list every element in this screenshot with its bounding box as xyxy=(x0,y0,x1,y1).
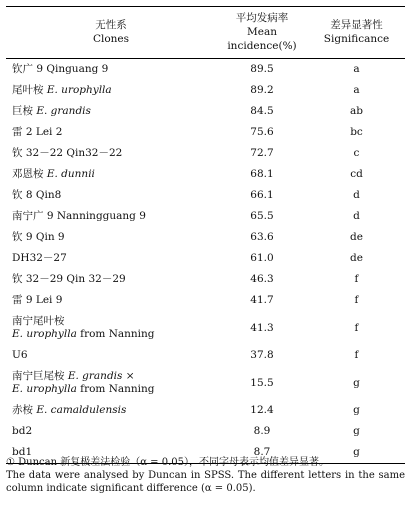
significance-cell: cd xyxy=(350,168,363,180)
table-row xyxy=(6,122,405,143)
clone-name-cell xyxy=(6,366,216,400)
mean-incidence-cell: 89.2 xyxy=(250,84,274,96)
table-row xyxy=(6,185,405,206)
table-row xyxy=(6,421,405,442)
clone-name-line: bd1 xyxy=(12,446,33,458)
clone-name-cell xyxy=(6,164,216,185)
mean-incidence-cell: 89.5 xyxy=(250,63,274,75)
clone-name-line: 南宁广 9 Nanningguang 9 xyxy=(12,210,146,222)
table-row xyxy=(6,269,405,290)
clone-name-line: 钦 32－29 Qin 32－29 xyxy=(12,273,126,285)
mean-incidence-cell: 41.3 xyxy=(250,321,274,334)
table-row xyxy=(6,101,405,122)
significance-cell: bc xyxy=(350,126,363,138)
clone-name-line: 钦广 9 Qinguang 9 xyxy=(12,63,109,75)
incidence-table xyxy=(6,6,405,464)
significance-cell: f xyxy=(354,321,359,334)
table-body xyxy=(6,59,405,464)
clone-name-line: 雷 9 Lei 9 xyxy=(12,294,63,306)
mean-incidence-cell: 72.7 xyxy=(250,147,274,159)
table-row xyxy=(6,345,405,366)
clone-name-line: U6 xyxy=(12,349,28,361)
clones-header xyxy=(6,7,216,59)
significance-cell: g xyxy=(353,446,360,458)
mean-incidence-cell: 63.6 xyxy=(250,231,274,243)
table-row xyxy=(6,366,405,400)
table-row xyxy=(6,290,405,311)
significance-cell: f xyxy=(354,273,359,285)
incidence-header-en1: Mean xyxy=(247,26,277,38)
significance-cell: de xyxy=(350,252,363,264)
significance-cell: ab xyxy=(350,105,363,117)
clone-name-line: 赤桉 E. camaldulensis xyxy=(12,404,127,416)
significance-cell: f xyxy=(354,349,359,361)
clone-name-line: 钦 9 Qin 9 xyxy=(12,231,65,243)
clone-name-cell xyxy=(6,269,216,290)
clone-name-cell xyxy=(6,80,216,101)
clones-header-en: Clones xyxy=(92,33,130,45)
clone-name-line: E. urophylla from Nanning xyxy=(12,328,155,340)
mean-incidence-cell: 37.8 xyxy=(250,349,274,361)
clone-name-cell xyxy=(6,185,216,206)
table-footnote xyxy=(6,456,405,495)
clone-name-cell xyxy=(6,311,216,345)
incidence-header xyxy=(216,7,308,59)
clone-name-cell xyxy=(6,143,216,164)
significance-cell: f xyxy=(354,294,359,306)
significance-cell: de xyxy=(350,231,363,243)
significance-cell: d xyxy=(353,210,360,222)
table-row xyxy=(6,206,405,227)
clone-name-line: 钦 8 Qin8 xyxy=(12,189,62,201)
mean-incidence-cell: 65.5 xyxy=(250,210,274,222)
clone-name-line: 南宁尾叶桉 xyxy=(12,315,65,327)
mean-incidence-cell: 12.4 xyxy=(250,404,274,416)
clone-name-cell xyxy=(6,400,216,421)
footnote-en: The data were analysed by Duncan in SPSS. The different letters in the same column indicate significant difference (α = 0.05). xyxy=(6,470,405,494)
table-row xyxy=(6,143,405,164)
clone-name-cell xyxy=(6,290,216,311)
clone-name-line: DH32－27 xyxy=(12,252,67,264)
clone-name-cell xyxy=(6,59,216,81)
mean-incidence-cell: 8.9 xyxy=(253,425,271,437)
clone-name-line: 尾叶桉 E. urophylla xyxy=(12,84,112,96)
mean-incidence-cell: 66.1 xyxy=(250,189,274,201)
clone-name-cell xyxy=(6,101,216,122)
clone-name-line: E. urophylla from Nanning xyxy=(12,383,155,395)
clone-name-line: 巨桉 E. grandis xyxy=(12,105,91,117)
clone-name-cell xyxy=(6,248,216,269)
table-row xyxy=(6,59,405,81)
significance-cell: c xyxy=(353,147,360,159)
clone-name-cell xyxy=(6,421,216,442)
table-header xyxy=(6,7,405,59)
mean-incidence-cell: 15.5 xyxy=(250,376,274,389)
mean-incidence-cell: 75.6 xyxy=(250,126,274,138)
significance-cell: a xyxy=(353,84,360,96)
clone-name-cell xyxy=(6,122,216,143)
clones-header-zh: 无性系 xyxy=(95,19,127,31)
table-row xyxy=(6,248,405,269)
mean-incidence-cell: 68.1 xyxy=(250,168,274,180)
clone-name-line: 雷 2 Lei 2 xyxy=(12,126,63,138)
mean-incidence-cell: 84.5 xyxy=(250,105,274,117)
incidence-header-zh: 平均发病率 xyxy=(235,12,289,24)
significance-cell: a xyxy=(353,63,360,75)
significance-cell: g xyxy=(353,404,360,416)
table-row xyxy=(6,227,405,248)
mean-incidence-cell: 61.0 xyxy=(250,252,274,264)
significance-cell: d xyxy=(353,189,360,201)
table-row xyxy=(6,164,405,185)
significance-cell: g xyxy=(353,376,360,389)
clone-name-cell xyxy=(6,206,216,227)
significance-header-en: Significance xyxy=(323,33,390,45)
clone-name-line: 钦 32－22 Qin32－22 xyxy=(12,147,123,159)
table-row xyxy=(6,311,405,345)
clone-name-cell xyxy=(6,227,216,248)
footnote-zh: ① Duncan 新复极差法检验（α = 0.05），不同字母表示均值差异显著。 xyxy=(6,457,329,468)
mean-incidence-cell: 46.3 xyxy=(250,273,274,285)
mean-incidence-cell: 41.7 xyxy=(250,294,274,306)
clone-name-line: 邓恩桉 E. dunnii xyxy=(12,168,95,180)
clone-name-line: 南宁巨尾桉 E. grandis × xyxy=(12,370,135,382)
significance-header-zh: 差异显著性 xyxy=(330,19,383,31)
table-row xyxy=(6,400,405,421)
mean-incidence-cell: 8.7 xyxy=(253,446,271,458)
significance-cell: g xyxy=(353,425,360,437)
clone-name-line: bd2 xyxy=(12,425,33,437)
table-row xyxy=(6,80,405,101)
significance-header xyxy=(308,7,405,59)
incidence-header-en2: incidence(%) xyxy=(227,40,297,52)
clone-name-cell xyxy=(6,345,216,366)
